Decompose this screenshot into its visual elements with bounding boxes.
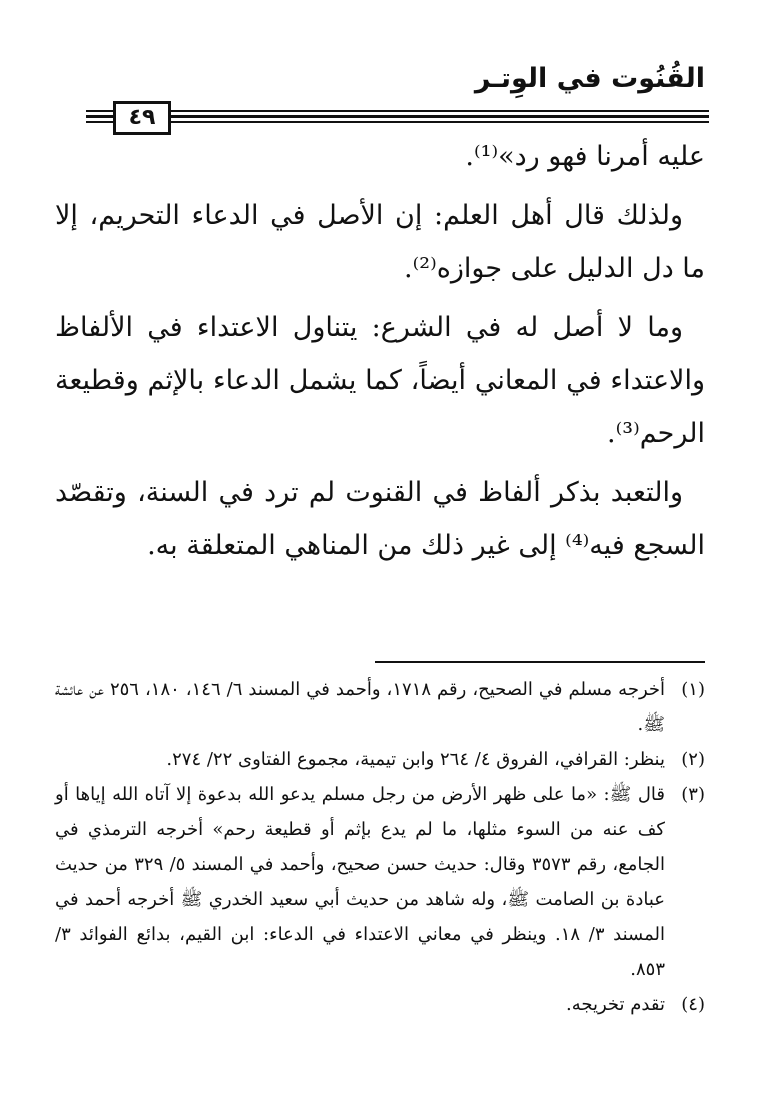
footnote — [55, 672, 705, 742]
footnote-text: تقدم تخريجه. — [566, 994, 665, 1015]
footnotes — [55, 672, 705, 1022]
header-rule-line-middle — [86, 115, 709, 118]
paragraph: ولذلك قال أهل العلم: إن الأصل في الدعاء التحريم، إلا ما دل الدليل على جوازه⁽²⁾. — [55, 200, 705, 284]
footnote-separator — [375, 661, 705, 663]
main-text — [55, 130, 705, 578]
paragraph: عليه أمرنا فهو رد»⁽¹⁾. — [465, 141, 705, 172]
footnote-text: ينظر: القرافي، الفروق ٤/ ٢٦٤ وابن تيمية، مجموع الفتاوى ٢٢/ ٢٧٤. — [166, 749, 665, 770]
footnote-number: (٢) — [681, 749, 705, 770]
header-rule-line-bottom — [86, 121, 709, 123]
footnote-number: (٣) — [681, 784, 705, 805]
paragraph: والتعبد بذكر ألفاظ في القنوت لم ترد في السنة، وتقصّد السجع فيه⁽⁴⁾ إلى غير ذلك من المناهي المتعلقة به. — [55, 477, 705, 561]
footnote-text: أخرجه مسلم في الصحيح، رقم ١٧١٨، وأحمد في المسند ٦/ ١٤٦، ١٨٠، ٢٥٦ عن عائشة ﷺ. — [55, 679, 666, 735]
running-title: القُنُوت في الوِتـر — [474, 63, 705, 94]
footnote-text: قال ﷺ: «ما على ظهر الأرض من رجل مسلم يدعو الله بدعوة إلا آتاه الله إياها أو كف عنه من السوء مثلها، ما لم يدع بإثم أو قطيعة رحم» أخرجه الترمذي في الجامع، رقم ٣٥٧٣ وقال: حديث حسن صحيح، وأحمد في المسند ٥/ ٣٢٩ من حديث عبادة بن الصامت ﷺ، وله شاهد من حديث أبي سعيد الخدري ﷺ أخرجه أحمد في المسند ٣/ ١٨. وينظر في معاني الاعتداء في الدعاء: ابن القيم، بدائع الفوائد ٣/ ٨٥٣. — [55, 784, 666, 980]
footnote-number: (١) — [681, 679, 705, 700]
footnote-number: (٤) — [681, 994, 705, 1015]
paragraph: وما لا أصل له في الشرع: يتناول الاعتداء في الألفاظ والاعتداء في المعاني أيضاً، كما يشمل الدعاء بالإثم وقطيعة الرحم⁽³⁾. — [55, 312, 705, 449]
footnote — [55, 777, 705, 987]
footnote — [55, 742, 705, 777]
header-rule — [86, 110, 709, 123]
footnote — [55, 987, 705, 1022]
page-number: ٤٩ — [113, 101, 171, 135]
header-rule-line-top — [86, 110, 709, 112]
